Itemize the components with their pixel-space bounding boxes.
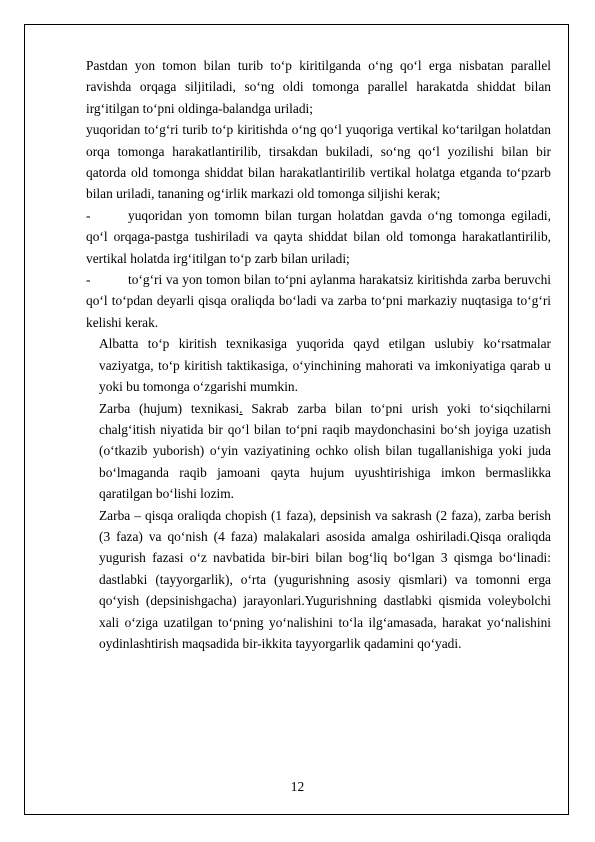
heading-underlined-period: . [239,400,243,416]
bullet-marker: - [86,207,91,223]
paragraph-3: Albatta to‘p kiritish texnikasiga yuqorida qayd etilgan uslubiy ko‘rsatmalar vaziyatga, to‘p kiritish taktikasiga, o‘yinchining mahorati va imkoniyatiga qarab u yoki bu tomonga o‘zgarishi mumkin. [99,336,551,395]
list-item-1 [86,205,551,269]
paragraph-4 [99,398,551,505]
paragraph-2: yuqoridan to‘g‘ri turib to‘p kiritishda o‘ng qo‘l yuqoriga vertikal ko‘tarilgan holatdan orqa tomonga harakatlantirilib, tirsakdan bukiladi, so‘ng qo‘l yozilishi bilan bir qatorda old tomonga shiddat bilan harakatlantirilib vertikal holatga etganda to‘pzarb bilan uriladi, tananing og‘irlik markazi old tomonga siljishi kerak; [86,122,551,202]
paragraph-5: Zarba – qisqa oraliqda chopish (1 faza), depsinish va sakrash (2 faza), zarba berish (3 faza) va qo‘nish (4 faza) malakalari asosida amalga oshiriladi.Qisqa oraliqda yugurish fazasi o‘z navbatida bir-biri bilan bog‘liq bo‘lgan 3 qismga bo‘linadi: dastlabki (tayyorgarlik), o‘rta (yugurishning asosiy qismlari) va tomonni erga qo‘yish (depsinishgacha) jarayonlari.Yugurishning dastlabki qismida voleybolchi xali o‘ziga uzatilgan to‘pning yo‘nalishini to‘la ilg‘amasada, harakat yo‘nalishini oydinlashtirish maqsadida bir-ikkita tayyorgarlik qadamini qo‘yadi. [99,507,551,651]
list-item-1-text: yuqoridan yon tomomn bilan turgan holatdan gavda o‘ng tomonga egiladi, qo‘l orqaga-pastga tushiriladi va qayta shiddat bilan old tomonga harakatlantirilib, vertikal holatda irg‘itilgan to‘p zarb bilan uriladi; [86,207,551,266]
bullet-marker: - [86,272,91,288]
paragraph-4-body: Sakrab zarba bilan to‘pni urish yoki to‘siqchilarni chalg‘itish niyatida bir qo‘l bilan to‘pni raqib maydonchasini bo‘sh joyiga uzatish (o‘tkazib yuborish) o‘yin vaziyatining ochko olish bilan tugallanishiga yoki juda bo‘lmaganda raqib jamoani qayta hujum uyushtirishiga imkon bermaslikka qaratilgan bo‘lishi lozim. [99,400,551,502]
paragraph-1: Pastdan yon tomon bilan turib to‘p kiritilganda o‘ng qo‘l erga nisbatan parallel ravishda orqaga siljitiladi, so‘ng oldi tomonga parallel harakatda shiddat bilan irg‘itilgan to‘pni oldinga-balandga uriladi; [86,58,551,116]
document-body [86,55,551,654]
list-item-2-text: to‘g‘ri va yon tomon bilan to‘pni aylanma harakatsiz kiritishda zarba beruvchi qo‘l to‘pdan deyarli qisqa oraliqda bo‘ladi va zarba to‘pni markaziy nuqtasiga to‘g‘ri kelishi kerak. [86,272,551,330]
list-item-2 [86,269,551,333]
section-heading-zarba: Zarba (hujum) texnikasi [99,400,240,416]
page-number: 12 [290,779,305,794]
